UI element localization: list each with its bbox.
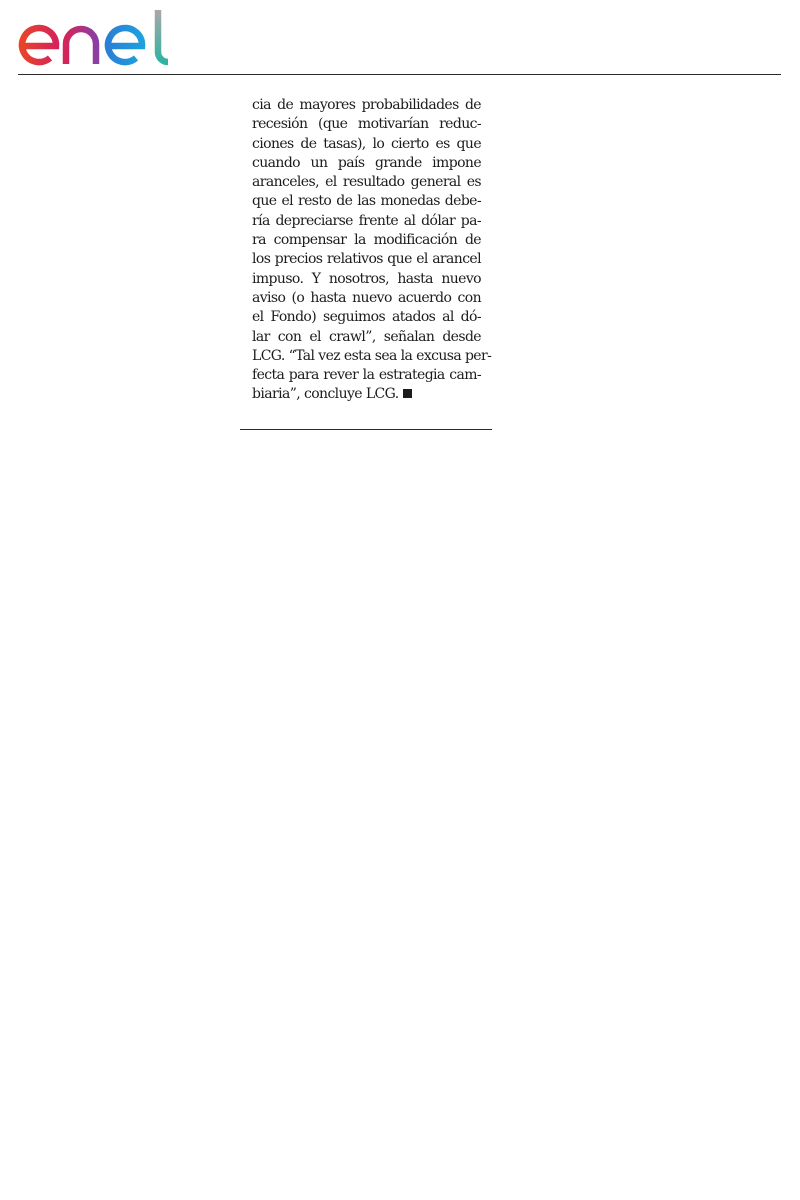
enel-logo [16,8,172,70]
article-last-line [252,385,481,404]
article-column [252,96,492,405]
logo-letter-l [158,10,168,62]
article-line: lar con el crawl”, señalan desde [252,328,481,345]
header-divider [18,74,781,75]
article-line: ría depreciarse frente al dólar pa- [252,212,481,229]
article-line: biaria”, concluye LCG. [252,386,399,403]
article-line: impuso. Y nosotros, hasta nuevo [252,270,481,287]
article-line: aranceles, el resultado general es [252,174,481,191]
article-line: los precios relativos que el arancel [252,251,481,268]
article-line: cia de mayores probabilidades de [252,97,481,113]
article-line: fecta para rever la estrategia cam- [252,367,481,384]
article-line: ra compensar la modificación de [252,232,481,249]
logo-graphic [16,8,172,70]
article-line: que el resto de las monedas debe- [252,193,481,210]
logo-letter-n [66,29,96,64]
logo-letter-e-second [108,28,142,62]
logo-letter-e-first [22,28,56,62]
article-line: el Fondo) seguimos atados al dó- [252,309,481,326]
article-end-divider [240,429,492,430]
end-of-article-mark [403,389,412,398]
article-line: cuando un país grande impone [252,154,481,171]
article-line: recesión (que motivarían reduc- [252,116,481,133]
article-line: LCG. “Tal vez esta sea la excusa per- [252,347,492,364]
article-line: ciones de tasas), lo cierto es que [252,135,481,152]
article-line: aviso (o hasta nuevo acuerdo con [252,289,481,306]
